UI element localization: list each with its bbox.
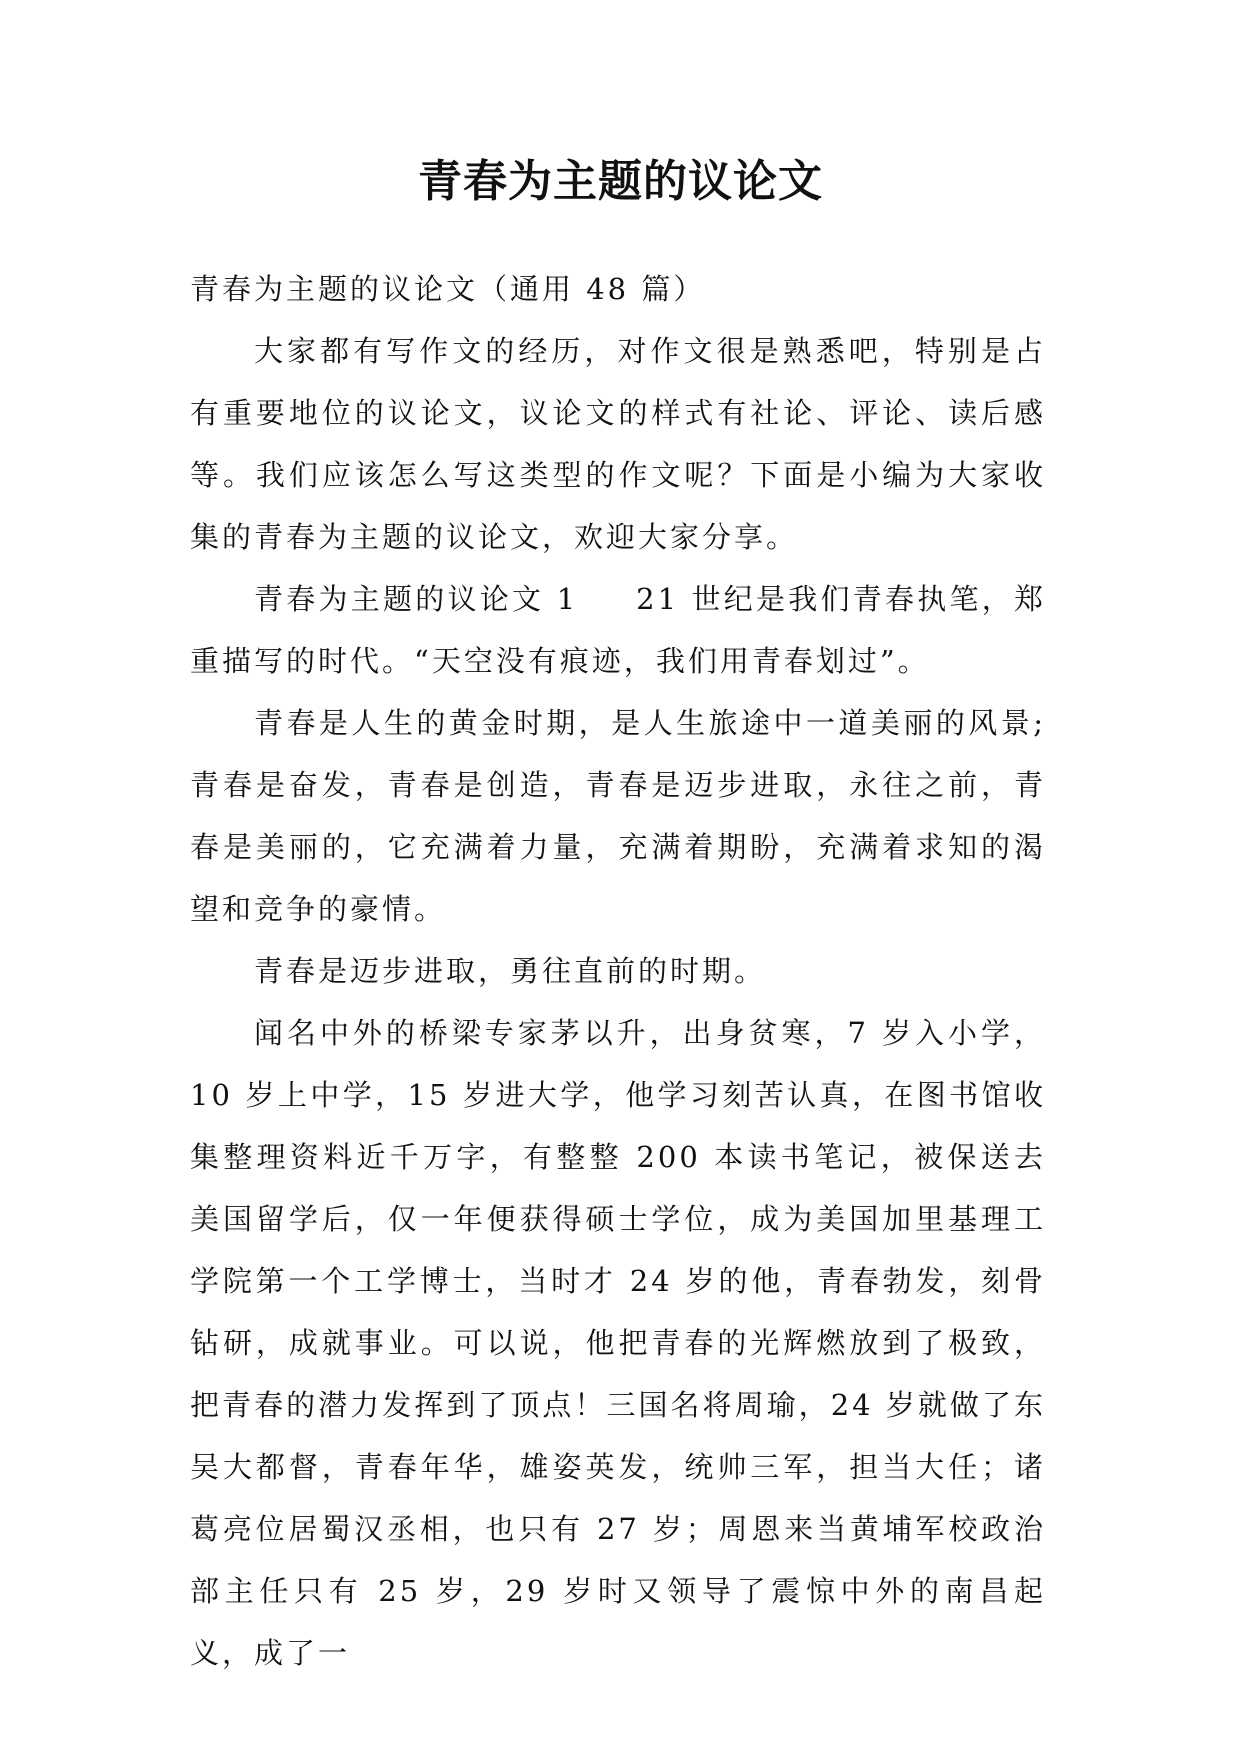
section-opening-text: 21 世纪是我们青春执笔，郑重描写的时代。“天空没有痕迹，我们用青春划过”。 — [190, 582, 1047, 678]
section-first-paragraph — [190, 568, 1046, 692]
document-title: 青春为主题的议论文 — [418, 156, 823, 207]
document-body — [190, 258, 1046, 1684]
subtitle-line: 青春为主题的议论文（通用 48 篇） — [190, 272, 706, 306]
intro-paragraph: 大家都有写作文的经历，对作文很是熟悉吧，特别是占有重要地位的议论文，议论文的样式有社论、评论、读后感等。我们应该怎么写这类型的作文呢？下面是小编为大家收集的青春为主题的议论文，欢迎大家分享。 — [190, 334, 1046, 554]
section-heading: 青春为主题的议论文 1 — [254, 582, 579, 616]
examples-paragraph: 闻名中外的桥梁专家茅以升，出身贫寒，7 岁入小学，10 岁上中学，15 岁进大学，他学习刻苦认真，在图书馆收集整理资料近千万字，有整整 200 本读书笔记，被保送去美国留学后，仅一年便获得硕士学位，成为美国加里基理工学院第一个工学博士，当时才 24 岁的他，青春勃发，刻骨钻研，成就事业。可以说，他把青春的光辉燃放到了极致，把青春的潜力发挥到了顶点！三国名将周瑜，24 岁就做了东吴大都督，青春年华，雄姿英发，统帅三军，担当大任；诸葛亮位居蜀汉丞相，也只有 27 岁；周恩来当黄埔军校政治部主任只有 25 岁，29 岁时又领导了震惊中外的南昌起义，成了一 — [190, 1016, 1046, 1670]
youth-progress-paragraph: 青春是迈步进取，勇往直前的时期。 — [254, 954, 767, 988]
youth-description-paragraph: 青春是人生的黄金时期，是人生旅途中一道美丽的风景;青春是奋发，青春是创造，青春是迈步进取，永往之前，青春是美丽的，它充满着力量，充满着期盼，充满着求知的渴望和竞争的豪情。 — [190, 706, 1046, 926]
